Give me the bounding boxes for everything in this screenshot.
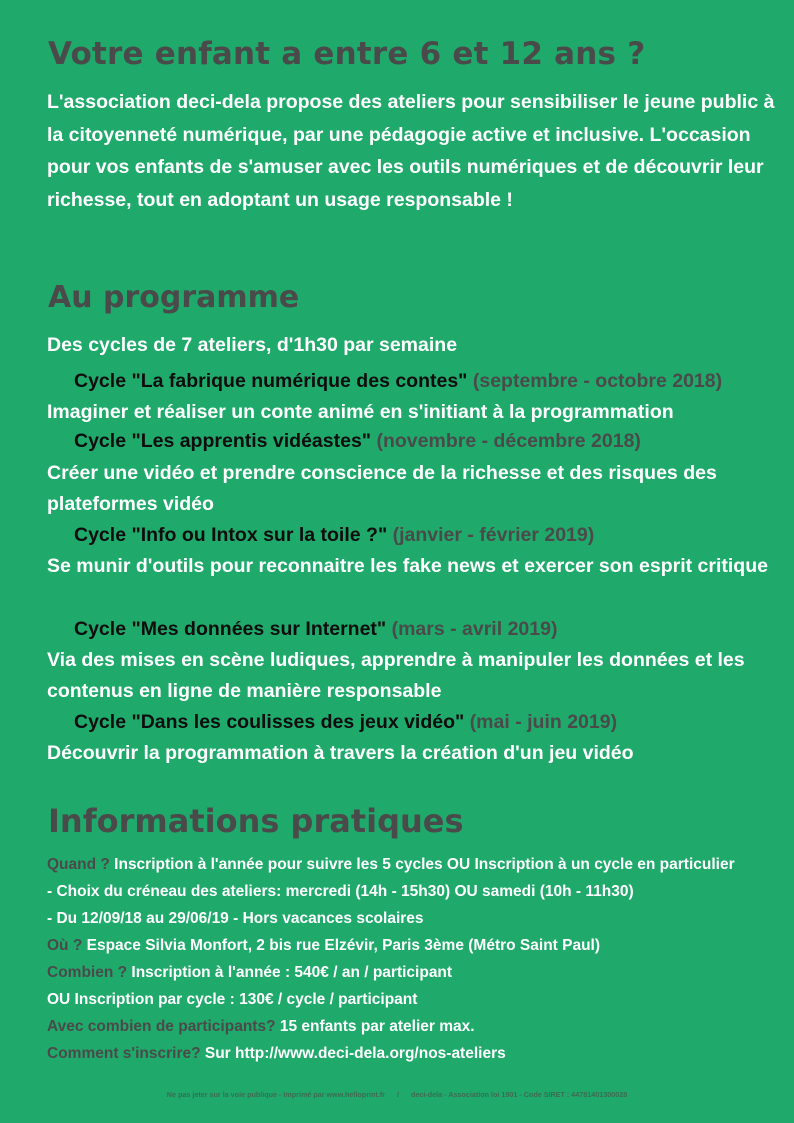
cycle-name: Cycle "La fabrique numérique des contes" [74,370,468,392]
cycle-description: Via des mises en scène ludiques, apprendre à manipuler les données et les contenus en ligne de manière responsable [47,649,745,702]
info-label: Combien ? [47,964,128,981]
cycle-name: Cycle "Dans les coulisses des jeux vidéo" [74,711,465,733]
footer [0,1090,794,1099]
programme-heading: Au programme [48,280,300,315]
cycle-name: Cycle "Info ou Intox sur la toile ?" [74,524,388,546]
cycle-title [74,707,617,738]
cycle-dates: (mars - avril 2019) [391,618,558,640]
cycle-dates: (mai - juin 2019) [469,711,618,733]
info-inscrire [47,1040,506,1067]
intro-paragraph: L'association deci-dela propose des ateliers pour sensibiliser le jeune public à la citoyenneté numérique, par une pédagogie active et inclusive. L'occasion pour vos enfants de s'amuser avec les outils numériques et de découvrir leur richesse, tout en adoptant un usage responsable ! [47,91,775,211]
info-quand-line2: - Choix du créneau des ateliers: mercredi (14h - 15h30) OU samedi (10h - 11h30) [47,883,634,900]
cycle-title [74,614,557,645]
info-label: Quand ? [47,856,110,873]
footer-right: deci-dela - Association loi 1901 - Code SIRET : 44781401300028 [410,1090,628,1099]
cycle-description: Se munir d'outils pour reconnaitre les fake news et exercer son esprit critique [47,555,768,577]
info-text: 15 enfants par atelier max. [275,1018,475,1035]
page-title: Votre enfant a entre 6 et 12 ans ? [48,36,646,72]
cycle-description: Imaginer et réaliser un conte animé en s'initiant à la programmation [47,401,674,423]
info-label: Où ? [47,937,83,954]
info-combien [47,959,452,986]
cycle-name: Cycle "Les apprentis vidéastes" [74,430,372,452]
cycle-title [74,426,641,457]
info-label: Comment s'inscrire? [47,1045,201,1062]
info-text: Sur http://www.deci-dela.org/nos-ateliers [200,1045,506,1062]
cycle-description: Créer une vidéo et prendre conscience de la richesse et des risques des plateformes vidéo [47,462,717,515]
info-ou [47,932,600,959]
info-combien-line2: OU Inscription par cycle : 130€ / cycle / participant [47,991,418,1008]
footer-separator: / [396,1090,399,1099]
info-text: Espace Silvia Monfort, 2 bis rue Elzévir, Paris 3ème (Métro Saint Paul) [82,937,601,954]
info-text: Inscription à l'année : 540€ / an / participant [127,964,453,981]
info-participants [47,1013,475,1040]
cycle-description: Découvrir la programmation à travers la création d'un jeu vidéo [47,742,634,764]
cycle-name: Cycle "Mes données sur Internet" [74,618,387,640]
info-quand-line3: - Du 12/09/18 au 29/06/19 - Hors vacances scolaires [47,910,424,927]
programme-subtitle: Des cycles de 7 ateliers, d'1h30 par semaine [47,334,458,356]
infos-heading: Informations pratiques [48,802,464,840]
footer-left: Ne pas jeter sur la voie publique - Imprimé par www.helloprint.fr [166,1090,385,1099]
info-quand [47,851,735,878]
info-text: Inscription à l'année pour suivre les 5 cycles OU Inscription à un cycle en particulier [109,856,735,873]
cycle-dates: (janvier - février 2019) [392,524,595,546]
cycle-dates: (septembre - octobre 2018) [472,370,723,392]
cycle-dates: (novembre - décembre 2018) [376,430,641,452]
cycle-title [74,366,722,397]
cycle-title [74,520,594,551]
info-label: Avec combien de participants? [47,1018,276,1035]
